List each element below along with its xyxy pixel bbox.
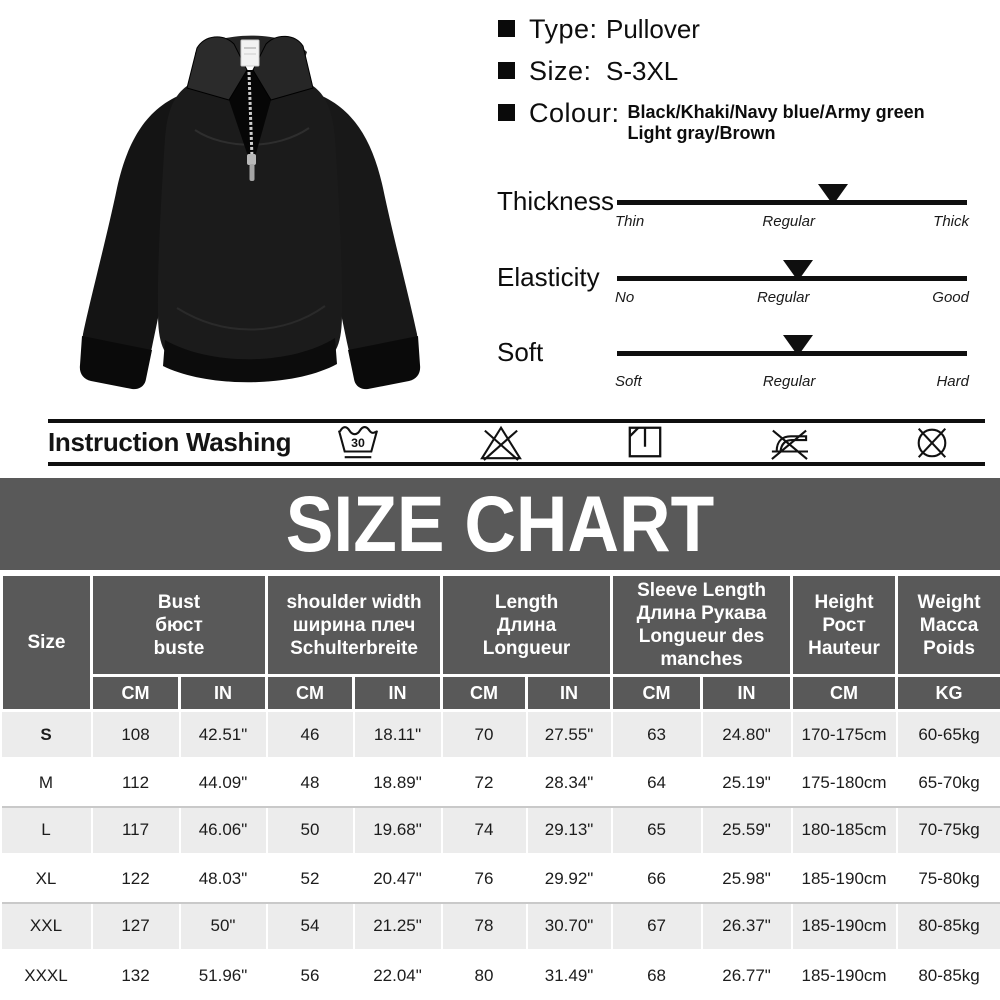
cell-shoulder-in: 18.11" — [354, 711, 442, 759]
size-chart-title: SIZE CHART — [285, 480, 715, 568]
cell-weight: 75-80kg — [897, 855, 1000, 903]
scale-label-right: Thick — [933, 213, 969, 230]
cell-shoulder-in: 20.47" — [354, 855, 442, 903]
col-header-weight: Weight Масса Poids — [897, 575, 1000, 676]
table-row-xxxl — [2, 951, 1000, 1000]
cell-sleeve-in: 26.37" — [702, 903, 792, 951]
unit-sleeve-cm: CM — [612, 676, 702, 711]
divider-line — [48, 462, 985, 466]
cell-height: 185-190cm — [792, 855, 897, 903]
do-not-dry-clean-icon — [907, 423, 957, 461]
cell-length-in: 27.55" — [527, 711, 612, 759]
slider-title: Elasticity — [497, 262, 600, 292]
bullet-square-icon — [498, 20, 515, 37]
scale-label-center: Regular — [762, 213, 815, 230]
cell-height: 175-180cm — [792, 759, 897, 807]
pullover-illustration — [25, 8, 465, 416]
cell-size: XXL — [2, 903, 92, 951]
cell-shoulder-in: 18.89" — [354, 759, 442, 807]
size-chart-table — [0, 573, 1000, 1000]
cell-bust-cm: 117 — [92, 807, 180, 855]
slider-track — [617, 276, 967, 281]
cell-weight: 80-85kg — [897, 951, 1000, 1000]
slider-track — [617, 200, 967, 205]
cell-height: 170-175cm — [792, 711, 897, 759]
table-row-l — [2, 807, 1000, 855]
cell-height: 180-185cm — [792, 807, 897, 855]
spec-value: S-3XL — [606, 56, 679, 86]
cell-size: S — [2, 711, 92, 759]
unit-height-cm: CM — [792, 676, 897, 711]
do-not-iron-icon — [764, 423, 814, 461]
cell-bust-cm: 108 — [92, 711, 180, 759]
cell-sleeve-in: 25.19" — [702, 759, 792, 807]
cell-length-cm: 80 — [442, 951, 527, 1000]
scale-label-center: Regular — [762, 373, 816, 390]
header-row — [2, 575, 1000, 676]
bullet-square-icon — [498, 104, 515, 121]
cell-length-in: 31.49" — [527, 951, 612, 1000]
cell-bust-in: 51.96" — [180, 951, 267, 1000]
col-header-size: Size — [2, 575, 92, 711]
cell-weight: 60-65kg — [897, 711, 1000, 759]
unit-sleeve-in: IN — [702, 676, 792, 711]
cell-shoulder-cm: 52 — [267, 855, 354, 903]
cell-bust-in: 42.51" — [180, 711, 267, 759]
col-header-bust: Bust бюст buste — [92, 575, 267, 676]
cell-sleeve-cm: 66 — [612, 855, 702, 903]
cell-sleeve-cm: 63 — [612, 711, 702, 759]
table-row-xl — [2, 855, 1000, 903]
slider-track — [617, 351, 967, 356]
cell-sleeve-cm: 67 — [612, 903, 702, 951]
cell-weight: 80-85kg — [897, 903, 1000, 951]
scale-label-center: Regular — [756, 289, 810, 306]
colour-line-2: Light gray/Brown — [627, 123, 776, 143]
cell-sleeve-in: 26.77" — [702, 951, 792, 1000]
cell-shoulder-cm: 50 — [267, 807, 354, 855]
spec-value — [628, 102, 925, 144]
slider-scale-labels — [615, 213, 969, 230]
bullet-square-icon — [498, 62, 515, 79]
col-header-sleeve-length: Sleeve Length Длина Рукава Longueur des manches — [612, 575, 792, 676]
cell-shoulder-in: 21.25" — [354, 903, 442, 951]
table-row-s — [2, 711, 1000, 759]
spec-row-colour — [498, 98, 925, 144]
unit-length-in: IN — [527, 676, 612, 711]
spec-row-type — [498, 14, 700, 45]
cell-shoulder-in: 22.04" — [354, 951, 442, 1000]
cell-sleeve-in: 24.80" — [702, 711, 792, 759]
colour-line-1: Black/Khaki/Navy blue/Army green — [627, 102, 925, 122]
cell-size: L — [2, 807, 92, 855]
slider-marker-icon — [783, 335, 813, 356]
cell-sleeve-in: 25.59" — [702, 807, 792, 855]
scale-label-left: No — [615, 289, 635, 306]
cell-length-in: 28.34" — [527, 759, 612, 807]
cell-weight: 70-75kg — [897, 807, 1000, 855]
slider-title: Soft — [497, 337, 544, 367]
cell-sleeve-cm: 65 — [612, 807, 702, 855]
cell-length-cm: 76 — [442, 855, 527, 903]
cell-bust-in: 48.03" — [180, 855, 267, 903]
cell-sleeve-cm: 64 — [612, 759, 702, 807]
scale-label-left: Thin — [615, 213, 645, 230]
cell-bust-cm: 122 — [92, 855, 180, 903]
unit-bust-cm: CM — [92, 676, 180, 711]
scale-label-right: Good — [932, 289, 969, 306]
unit-shoulder-cm: CM — [267, 676, 354, 711]
cell-height: 185-190cm — [792, 951, 897, 1000]
cell-shoulder-cm: 48 — [267, 759, 354, 807]
dry-in-shade-icon — [620, 423, 670, 461]
table-row-xxl — [2, 903, 1000, 951]
cell-shoulder-cm: 56 — [267, 951, 354, 1000]
unit-length-cm: CM — [442, 676, 527, 711]
cell-length-in: 29.13" — [527, 807, 612, 855]
cell-length-cm: 70 — [442, 711, 527, 759]
table-row-m — [2, 759, 1000, 807]
slider-thickness — [497, 186, 972, 248]
scale-label-right: Hard — [936, 373, 969, 390]
cell-weight: 65-70kg — [897, 759, 1000, 807]
spec-label: Type: — [529, 14, 598, 44]
washing-instructions-label: Instruction Washing — [48, 427, 292, 457]
col-header-shoulder-width: shoulder width ширина плеч Schulterbreite — [267, 575, 442, 676]
svg-text:30: 30 — [351, 435, 365, 450]
slider-title: Thickness — [497, 186, 615, 216]
cell-length-in: 29.92" — [527, 855, 612, 903]
cell-length-in: 30.70" — [527, 903, 612, 951]
slider-marker-icon — [818, 184, 848, 205]
spec-label: Colour: — [529, 98, 620, 128]
cell-height: 185-190cm — [792, 903, 897, 951]
cell-bust-cm: 132 — [92, 951, 180, 1000]
product-photo — [25, 8, 465, 416]
cell-bust-cm: 127 — [92, 903, 180, 951]
unit-weight-kg: KG — [897, 676, 1000, 711]
spec-label: Size: — [529, 56, 592, 86]
slider-elasticity — [497, 262, 972, 324]
cell-bust-in: 44.09" — [180, 759, 267, 807]
scale-label-left: Soft — [615, 373, 642, 390]
cell-shoulder-cm: 54 — [267, 903, 354, 951]
cell-bust-in: 50" — [180, 903, 267, 951]
do-not-bleach-icon — [476, 423, 526, 461]
cell-length-cm: 74 — [442, 807, 527, 855]
cell-size: XXXL — [2, 951, 92, 1000]
col-header-length: Length Длина Longueur — [442, 575, 612, 676]
cell-sleeve-cm: 68 — [612, 951, 702, 1000]
cell-bust-in: 46.06" — [180, 807, 267, 855]
slider-scale-labels — [615, 373, 969, 390]
unit-bust-in: IN — [180, 676, 267, 711]
cell-length-cm: 72 — [442, 759, 527, 807]
cell-shoulder-in: 19.68" — [354, 807, 442, 855]
slider-soft — [497, 337, 972, 399]
cell-shoulder-cm: 46 — [267, 711, 354, 759]
cell-size: XL — [2, 855, 92, 903]
neck-tag — [241, 40, 259, 66]
spec-row-size — [498, 56, 678, 87]
spec-value: Pullover — [606, 14, 700, 44]
units-row — [2, 676, 1000, 711]
cell-sleeve-in: 25.98" — [702, 855, 792, 903]
slider-marker-icon — [783, 260, 813, 281]
cell-length-cm: 78 — [442, 903, 527, 951]
size-chart-banner — [0, 478, 1000, 570]
slider-scale-labels — [615, 289, 969, 306]
cell-bust-cm: 112 — [92, 759, 180, 807]
cell-size: M — [2, 759, 92, 807]
unit-shoulder-in: IN — [354, 676, 442, 711]
machine-wash-30-icon — [333, 423, 383, 461]
col-header-height: Height Рост Hauteur — [792, 575, 897, 676]
